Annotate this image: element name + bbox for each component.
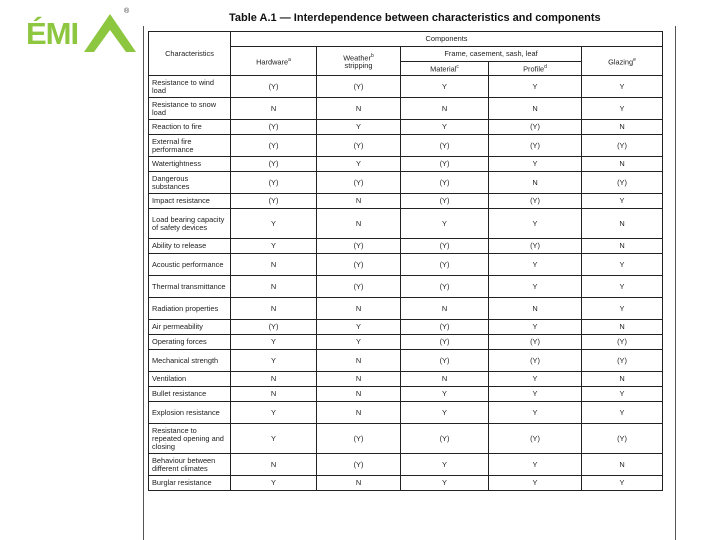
row-characteristic-label: Thermal transmittance [149,276,231,298]
cell-material: Y [401,387,489,402]
table-row [149,157,663,172]
cell-material: (Y) [401,194,489,209]
cell-glazing: N [582,320,663,335]
table-row [149,372,663,387]
table-row [149,424,663,454]
cell-weather: (Y) [317,254,401,276]
row-characteristic-label: Explosion resistance [149,402,231,424]
cell-profile: (Y) [489,335,582,350]
cell-hardware: Y [231,335,317,350]
cell-profile: Y [489,402,582,424]
cell-material: N [401,372,489,387]
row-characteristic-label: Resistance to wind load [149,76,231,98]
cell-weather: N [317,387,401,402]
cell-weather: (Y) [317,239,401,254]
cell-glazing: N [582,157,663,172]
cell-hardware: Y [231,476,317,491]
cell-material: Y [401,209,489,239]
cell-glazing: N [582,120,663,135]
table-row [149,402,663,424]
logo-registered-mark: ® [124,8,130,15]
cell-glazing: (Y) [582,135,663,157]
cell-glazing: (Y) [582,424,663,454]
row-characteristic-label: Behaviour between different climates [149,454,231,476]
cell-material: (Y) [401,172,489,194]
row-characteristic-label: Dangerous substances [149,172,231,194]
row-characteristic-label: Resistance to snow load [149,98,231,120]
interdependence-table [148,31,663,491]
row-characteristic-label: Burglar resistance [149,476,231,491]
header-material: Material$^c$ [401,62,489,76]
cell-profile: N [489,298,582,320]
cell-hardware: N [231,298,317,320]
cell-material: (Y) [401,276,489,298]
cell-material: Y [401,476,489,491]
cell-profile: Y [489,454,582,476]
row-characteristic-label: External fire performance [149,135,231,157]
table-row [149,98,663,120]
table-row [149,76,663,98]
cell-glazing: Y [582,98,663,120]
table-row [149,120,663,135]
cell-glazing: N [582,209,663,239]
cell-material: (Y) [401,254,489,276]
header-weather-stripping: Weather$^b$ stripping [317,47,401,76]
cell-glazing: Y [582,402,663,424]
cell-profile: (Y) [489,239,582,254]
header-frame: Frame, casement, sash, leaf [401,47,582,62]
cell-profile: Y [489,320,582,335]
row-characteristic-label: Load bearing capacity of safety devices [149,209,231,239]
cell-weather: N [317,372,401,387]
table-row [149,254,663,276]
header-hardware: Hardware$^a$ [231,47,317,76]
cell-glazing: (Y) [582,172,663,194]
cell-hardware: (Y) [231,135,317,157]
cell-glazing: Y [582,254,663,276]
cell-hardware: N [231,276,317,298]
cell-weather: N [317,476,401,491]
cell-weather: Y [317,335,401,350]
cell-material: (Y) [401,335,489,350]
row-characteristic-label: Bullet resistance [149,387,231,402]
cell-material: N [401,98,489,120]
cell-glazing: Y [582,194,663,209]
row-characteristic-label: Ventilation [149,372,231,387]
table-row [149,209,663,239]
cell-profile: Y [489,276,582,298]
frame-line-left [143,26,144,540]
cell-hardware: N [231,98,317,120]
cell-material: Y [401,120,489,135]
cell-hardware: N [231,254,317,276]
cell-material: N [401,298,489,320]
cell-hardware: N [231,372,317,387]
cell-glazing: (Y) [582,350,663,372]
cell-hardware: Y [231,402,317,424]
row-characteristic-label: Impact resistance [149,194,231,209]
cell-material: (Y) [401,350,489,372]
row-characteristic-label: Air permeability [149,320,231,335]
cell-profile: N [489,172,582,194]
cell-weather: (Y) [317,135,401,157]
cell-weather: N [317,194,401,209]
table-title: Table A.1 — Interdependence between characteristics and components [229,12,601,24]
cell-profile: Y [489,157,582,172]
cell-weather: N [317,402,401,424]
row-characteristic-label: Operating forces [149,335,231,350]
cell-material: (Y) [401,320,489,335]
row-characteristic-label: Ability to release [149,239,231,254]
cell-hardware: (Y) [231,120,317,135]
row-characteristic-label: Radiation properties [149,298,231,320]
cell-hardware: (Y) [231,194,317,209]
cell-profile: Y [489,476,582,491]
cell-profile: (Y) [489,194,582,209]
header-profile: Profile$^d$ [489,62,582,76]
cell-glazing: Y [582,387,663,402]
cell-hardware: Y [231,350,317,372]
table-row [149,454,663,476]
cell-weather: (Y) [317,172,401,194]
cell-glazing: Y [582,76,663,98]
cell-hardware: Y [231,424,317,454]
table-row [149,194,663,209]
table-row [149,298,663,320]
row-characteristic-label: Resistance to repeated opening and closing [149,424,231,454]
cell-glazing: N [582,239,663,254]
cell-profile: N [489,98,582,120]
table-row [149,320,663,335]
cell-profile: (Y) [489,135,582,157]
cell-profile: Y [489,209,582,239]
cell-weather: Y [317,120,401,135]
cell-material: Y [401,454,489,476]
cell-material: (Y) [401,424,489,454]
header-components: Components [231,32,663,47]
cell-material: Y [401,402,489,424]
cell-weather: Y [317,320,401,335]
table-body [149,76,663,491]
cell-glazing: N [582,454,663,476]
cell-profile: Y [489,254,582,276]
table-row [149,387,663,402]
cell-profile: Y [489,76,582,98]
cell-glazing: Y [582,276,663,298]
table-row [149,276,663,298]
row-characteristic-label: Acoustic performance [149,254,231,276]
cell-hardware: (Y) [231,157,317,172]
cell-weather: (Y) [317,454,401,476]
row-characteristic-label: Watertightness [149,157,231,172]
cell-hardware: (Y) [231,172,317,194]
cell-glazing: Y [582,476,663,491]
cell-glazing: N [582,372,663,387]
cell-hardware: Y [231,209,317,239]
cell-hardware: (Y) [231,320,317,335]
table-row [149,135,663,157]
table-row [149,335,663,350]
table-row [149,476,663,491]
header-characteristics: Characteristics [149,32,231,76]
cell-hardware: (Y) [231,76,317,98]
header-glazing: Glazing$^e$ [582,47,663,76]
cell-weather: N [317,209,401,239]
row-characteristic-label: Reaction to fire [149,120,231,135]
cell-hardware: N [231,387,317,402]
cell-weather: Y [317,157,401,172]
cell-weather: N [317,298,401,320]
cell-profile: (Y) [489,424,582,454]
row-characteristic-label: Mechanical strength [149,350,231,372]
cell-profile: Y [489,372,582,387]
table-row [149,172,663,194]
cell-material: (Y) [401,135,489,157]
cell-weather: N [317,350,401,372]
cell-weather: (Y) [317,424,401,454]
table-row [149,239,663,254]
logo-text: ÉMI [26,16,79,51]
cell-profile: (Y) [489,120,582,135]
cell-material: (Y) [401,239,489,254]
cell-glazing: (Y) [582,335,663,350]
cell-weather: (Y) [317,276,401,298]
frame-line-right [675,26,676,540]
cell-hardware: N [231,454,317,476]
cell-weather: (Y) [317,76,401,98]
cell-material: (Y) [401,157,489,172]
cell-glazing: Y [582,298,663,320]
cell-material: Y [401,76,489,98]
table-row [149,350,663,372]
cell-weather: N [317,98,401,120]
cell-profile: (Y) [489,350,582,372]
cell-profile: Y [489,387,582,402]
cell-hardware: Y [231,239,317,254]
